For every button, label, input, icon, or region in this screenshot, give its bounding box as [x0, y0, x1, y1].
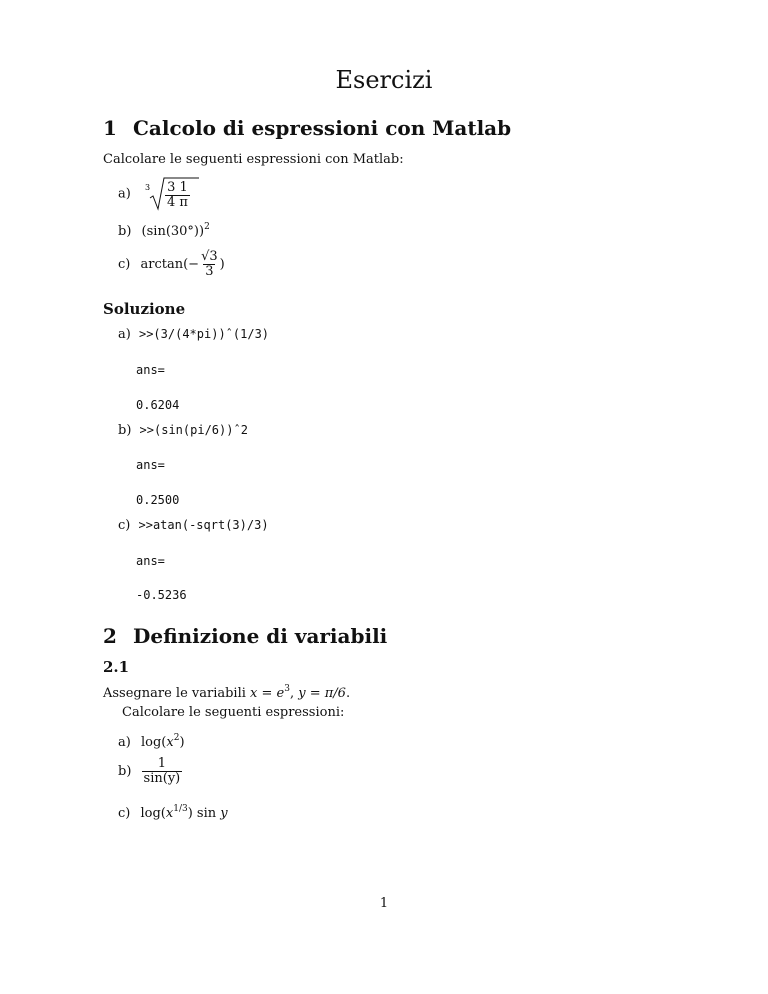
solution-b: b) >>(sin(pi/6))ˆ2 [118, 423, 248, 438]
matlab-command: >>atan(-sqrt(3)/3) [138, 518, 269, 532]
expression-a [118, 178, 190, 210]
matlab-ans-label: ans= [136, 363, 165, 377]
matlab-ans-value: 0.6204 [136, 398, 180, 412]
document-title: Esercizi [335, 66, 433, 94]
section-2-title: Definizione di variabili [133, 624, 388, 648]
solution-a: a) >>(3/(4*pi))ˆ(1/3) [118, 327, 270, 342]
cube-root [141, 178, 190, 210]
matlab-ans-value: 0.2500 [136, 493, 180, 507]
fraction-3-over-4pi: $\frac{3 1}{4 \pi}$ [166, 180, 188, 210]
expression-c: c) arctan(− $\frac{√3}{3}$ ) [118, 249, 225, 279]
section-1-intro: Calcolare le seguenti espressioni con Matlab: [103, 152, 404, 167]
solution-c: c) >>atan(-sqrt(3)/3) [118, 518, 269, 533]
section-1-heading [103, 116, 511, 140]
expression-2c: c) $\log(x^{1/3})$ sin y [118, 804, 228, 821]
expression-2b: b) $\frac{1}{\sin(y)}$ [118, 756, 181, 786]
expression-2a: a) $\log(x^2)$ [118, 733, 185, 750]
section-2-number: 2 [103, 624, 117, 648]
expression-b: b) $(\sin(30^\circ))^2$ [118, 222, 210, 239]
section-2-paragraph-2: Calcolare le seguenti espressioni: [122, 705, 345, 720]
section-1-title: Calcolo di espressioni con Matlab [133, 116, 512, 140]
radical-sign-icon [141, 176, 199, 212]
solution-heading: Soluzione [103, 300, 186, 318]
matlab-ans-label: ans= [136, 458, 165, 472]
fraction-sqrt3-over-3: $\frac{√3}{3}$ [201, 249, 218, 279]
section-2-heading [103, 624, 387, 648]
fraction-1-over-sin-y: $\frac{1}{\sin(y)}$ [143, 756, 181, 786]
section-2-paragraph-1: Assegnare le variabili $x = e^3$, y = π/6. [103, 684, 351, 701]
matlab-command: >>(sin(pi/6))ˆ2 [139, 423, 248, 437]
matlab-ans-value: -0.5236 [136, 588, 187, 602]
subsection-2-1-heading: 2.1 [103, 658, 130, 676]
matlab-ans-label: ans= [136, 554, 165, 568]
matlab-command: >>(3/(4*pi))ˆ(1/3) [138, 327, 270, 341]
page-number: 1 [379, 896, 389, 911]
item-label: a) [118, 186, 131, 202]
section-1-number: 1 [103, 116, 117, 140]
root-index: 3 [144, 183, 151, 192]
